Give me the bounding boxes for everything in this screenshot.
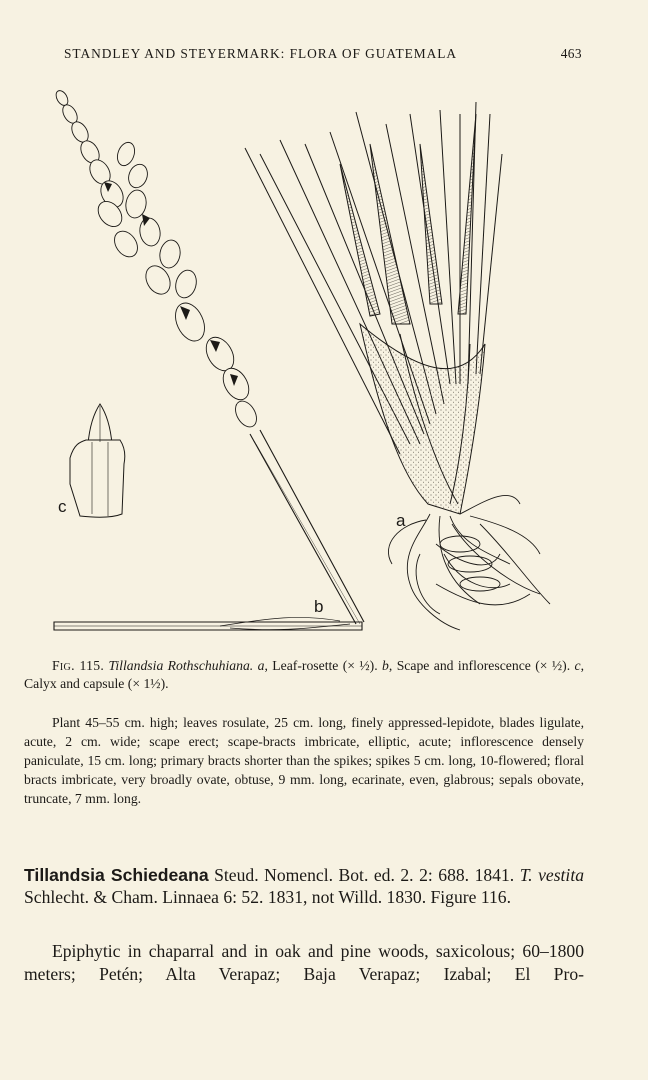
scape-base	[54, 617, 362, 630]
roots	[388, 495, 550, 630]
species-name: Tillandsia Schiedeana	[24, 865, 209, 885]
species-entry	[24, 864, 584, 909]
figure-caption	[24, 657, 584, 693]
species-synonym-reference: Schlecht. & Cham. Linnaea 6: 52. 1831, not Willd. 1830. Figure 116.	[24, 887, 511, 908]
inflorescence	[54, 89, 261, 431]
running-header	[64, 46, 582, 66]
caption-c-letter: c	[574, 658, 581, 673]
leaf-sheaths	[360, 324, 485, 514]
page-number: 463	[560, 46, 582, 61]
label-a: a	[396, 511, 406, 530]
calyx-capsule	[70, 404, 125, 517]
caption-a-text: , Leaf-rosette (× ½).	[264, 658, 378, 673]
caption-species: Tillandsia Rothschuhiana.	[108, 658, 254, 673]
species-synonym: T. vestita	[519, 865, 585, 885]
caption-b-text: , Scape and inflorescence (× ½).	[388, 658, 571, 673]
scape-stem	[250, 430, 364, 624]
species-description: Plant 45–55 cm. high; leaves rosulate, 25 cm. long, finely appressed-lepidote, blades ligulate, acute, 2 cm. wide; scape erect; scape-bracts imbricate, elliptic, acute; inflorescence densely paniculate, 15 cm. long; primary bracts shorter than the spikes; spikes 5 cm. long, 10-flowered; floral bracts imbricate, very broadly ovate, obtuse, 9 mm. long, ecarinate, even, glabrous; sepals obovate, truncate, 7 mm. long.	[24, 715, 584, 806]
botanical-illustration	[40, 84, 610, 644]
caption-b-letter: b	[382, 658, 389, 673]
label-b: b	[314, 597, 324, 616]
caption-a-letter: a	[257, 658, 265, 673]
illustration-svg	[40, 84, 610, 644]
habitat-paragraph: Epiphytic in chaparral and in oak and pine woods, saxicolous; 60–1800 meters; Petén; Alta Verapaz; Baja Verapaz; Izabal; El Pro-	[24, 941, 584, 984]
caption-figure-label: Fig. 115.	[52, 658, 105, 673]
caption-c-text: , Calyx and capsule (× 1½).	[24, 658, 585, 691]
running-head-title: STANDLEY AND STEYERMARK: FLORA OF GUATEMALA	[64, 46, 458, 61]
species-authority: Steud. Nomencl. Bot. ed. 2. 2: 688. 1841.	[208, 865, 520, 885]
label-c: c	[58, 497, 67, 516]
